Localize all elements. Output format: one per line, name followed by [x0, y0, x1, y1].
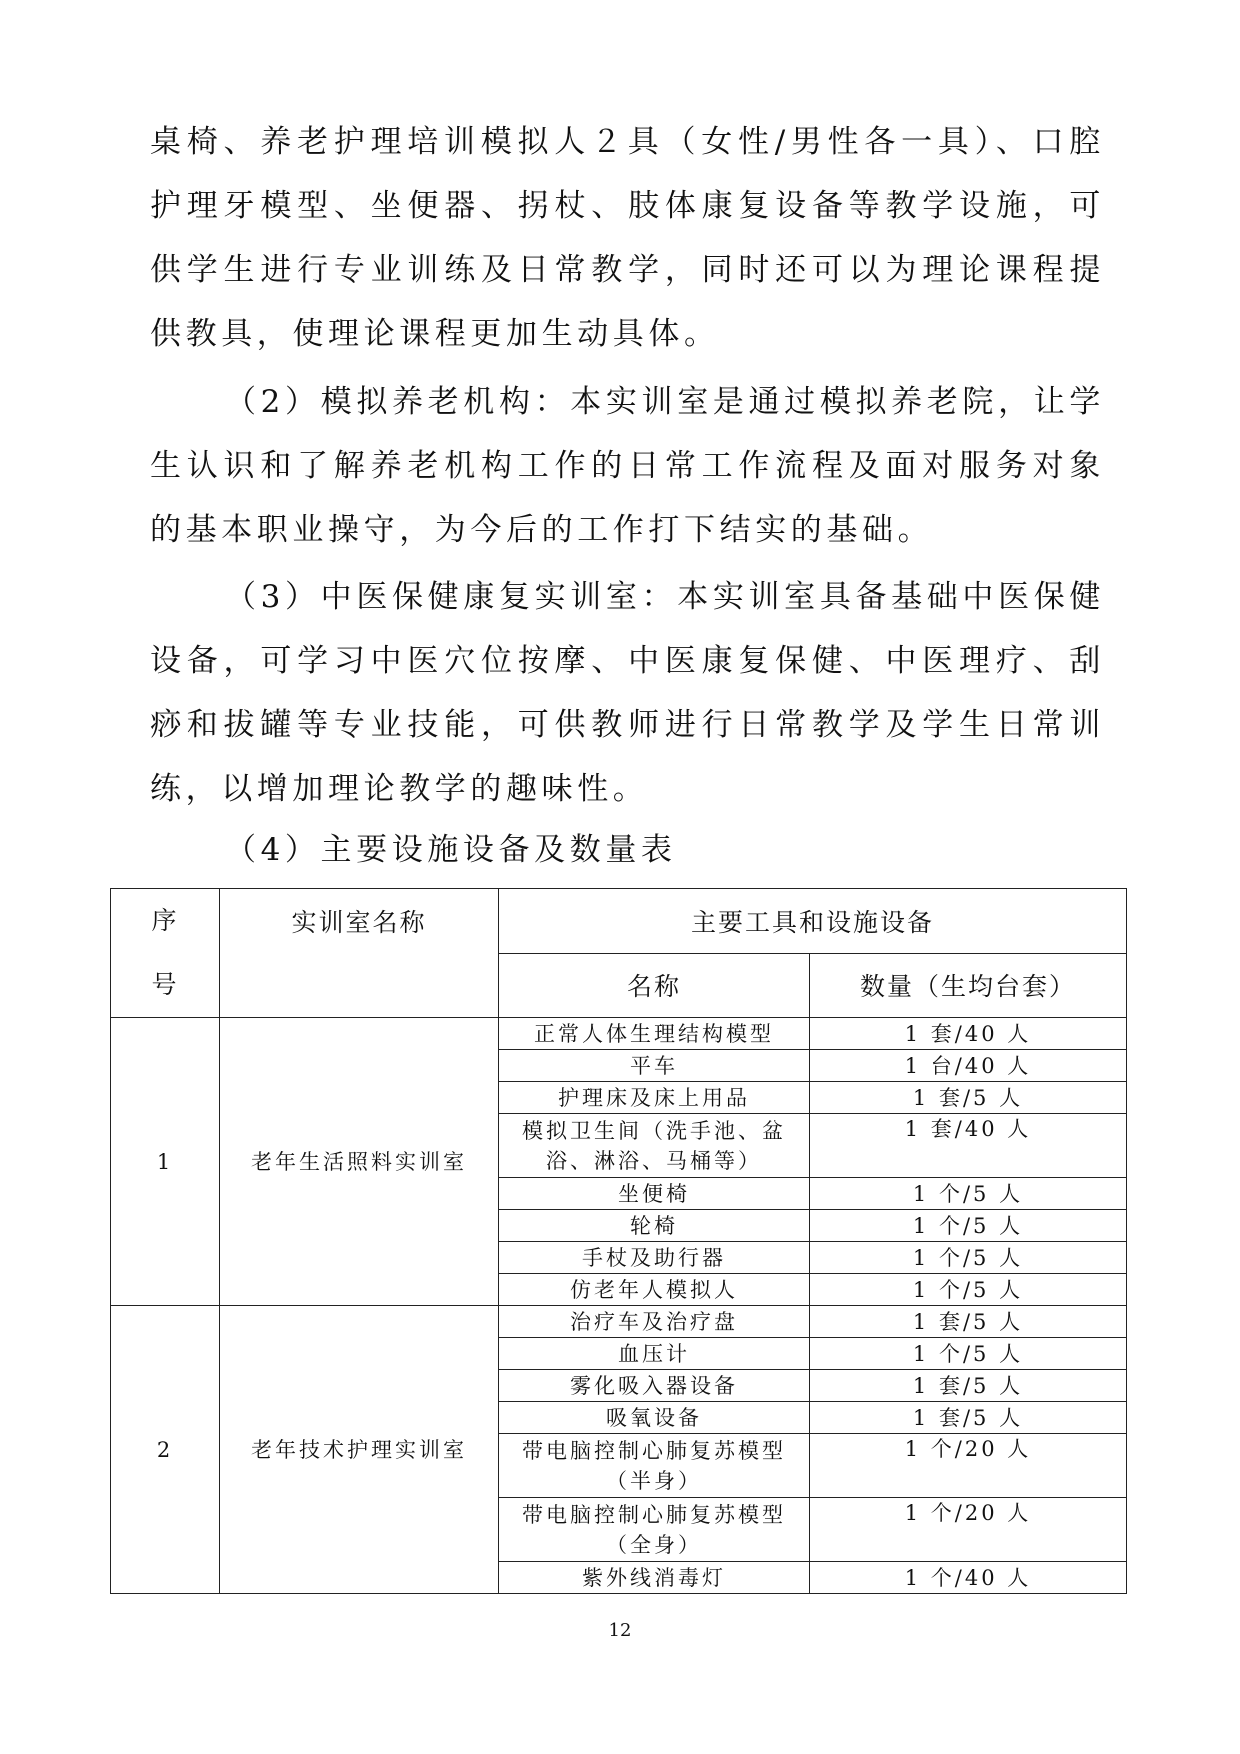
item-name: 平车: [499, 1050, 810, 1082]
table-caption: （4）主要设施设备及数量表: [225, 832, 677, 868]
item-qty: 1 台/40 人: [810, 1050, 1127, 1082]
item-name: 护理床及床上用品: [499, 1082, 810, 1114]
header-name: 名称: [499, 953, 810, 1018]
item-name: 正常人体生理结构模型: [499, 1018, 810, 1050]
paragraph-simulated-elderly-care: （2）模拟养老机构：本实训室是通过模拟养老院，让学生认识和了解养老机构工作的日常工作流程及面对服务对象的基本职业操守，为今后的工作打下结实的基础。: [150, 384, 1105, 548]
group-index: 2: [111, 1306, 220, 1594]
item-qty: 1 个/5 人: [810, 1210, 1127, 1242]
header-seq: [111, 889, 220, 1018]
item-qty: 1 个/20 人: [810, 1498, 1127, 1562]
item-qty: 1 套/40 人: [810, 1018, 1127, 1050]
item-qty: 1 个/5 人: [810, 1274, 1127, 1306]
item-name: 治疗车及治疗盘: [499, 1306, 810, 1338]
item-qty: 1 套/5 人: [810, 1082, 1127, 1114]
group-index: 1: [111, 1018, 220, 1306]
item-name: 轮椅: [499, 1210, 810, 1242]
header-seq-line1: 序: [151, 906, 179, 935]
item-qty: 1 个/5 人: [810, 1242, 1127, 1274]
item-name: 仿老年人模拟人: [499, 1274, 810, 1306]
item-name: 带电脑控制心肺复苏模型（半身）: [499, 1434, 810, 1498]
page-number: 12: [608, 1620, 632, 1641]
item-qty: 1 个/20 人: [810, 1434, 1127, 1498]
item-name: 坐便椅: [499, 1178, 810, 1210]
item-qty: 1 套/5 人: [810, 1306, 1127, 1338]
item-name: 模拟卫生间（洗手池、盆浴、淋浴、马桶等）: [499, 1114, 810, 1178]
item-qty: 1 个/40 人: [810, 1562, 1127, 1594]
group-room-name: 老年技术护理实训室: [220, 1306, 499, 1594]
group-room-name: 老年生活照料实训室: [220, 1018, 499, 1306]
header-equipment-group: 主要工具和设施设备: [499, 889, 1127, 954]
header-quantity: 数量（生均台套）: [810, 953, 1127, 1018]
header-room: 实训室名称: [220, 889, 499, 1018]
item-name: 吸氧设备: [499, 1402, 810, 1434]
paragraph-tcm-rehab-room: （3）中医保健康复实训室：本实训室具备基础中医保健设备，可学习中医穴位按摩、中医康复保健、中医理疗、刮痧和拔罐等专业技能，可供教师进行日常教学及学生日常训练，以增加理论教学的趣味性。: [150, 579, 1105, 807]
item-name: 雾化吸入器设备: [499, 1370, 810, 1402]
table-row: [111, 1306, 1127, 1338]
header-seq-line2: 号: [151, 970, 179, 999]
item-qty: 1 套/5 人: [810, 1370, 1127, 1402]
paragraph-teaching-facilities: 桌椅、养老护理培训模拟人２具（女性/男性各一具）、口腔护理牙模型、坐便器、拐杖、肢体康复设备等教学设施，可供学生进行专业训练及日常教学，同时还可以为理论课程提供教具，使理论课程更加生动具体。: [150, 124, 1105, 352]
item-qty: 1 个/5 人: [810, 1178, 1127, 1210]
item-name: 紫外线消毒灯: [499, 1562, 810, 1594]
item-name: 血压计: [499, 1338, 810, 1370]
item-name: 手杖及助行器: [499, 1242, 810, 1274]
equipment-table: [110, 888, 1127, 1594]
item-name: 带电脑控制心肺复苏模型（全身）: [499, 1498, 810, 1562]
item-qty: 1 个/5 人: [810, 1338, 1127, 1370]
item-qty: 1 套/40 人: [810, 1114, 1127, 1178]
table-row: [111, 1018, 1127, 1050]
item-qty: 1 套/5 人: [810, 1402, 1127, 1434]
